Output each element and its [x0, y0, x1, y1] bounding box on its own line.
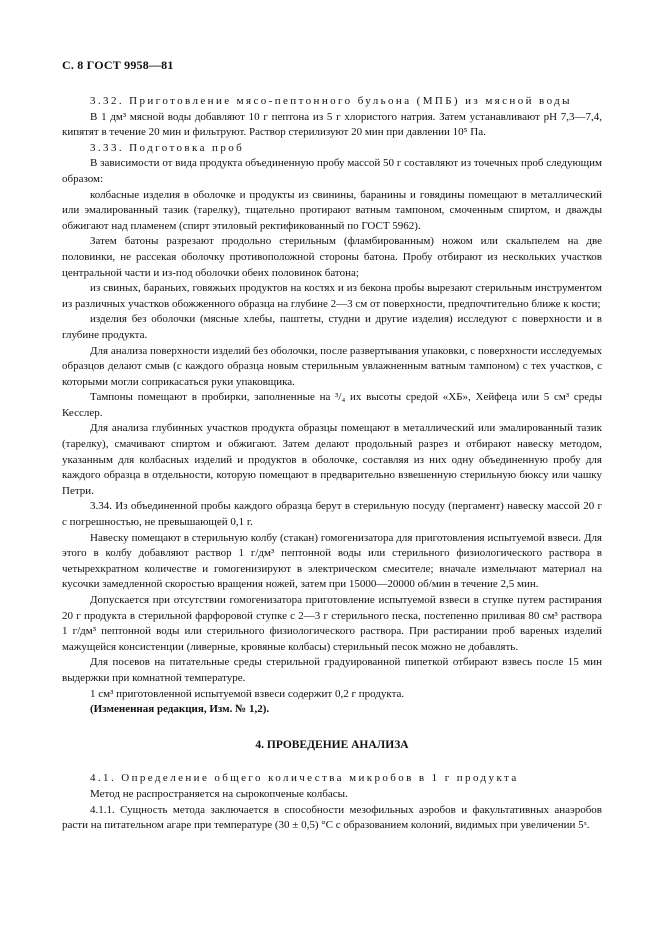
paragraph: Допускается при отсутствии гомогенизатора приготовление испытуемой взвеси в ступке путем растирания 20 г продукта в стерильной фарфоровой ступке с 2—3 г стерильного песка, постепенно приливая 80 см³ раствора 1 г/дм³ пептонной воды или стерильного физиологического раствора. При растирании проб вареных изделий мажущейся консистенции (ливерные, кровяные колбасы) стерильный песок можно не добавлять.	[62, 594, 602, 653]
paragraph: 1 см³ приготовленной испытуемой взвеси содержит 0,2 г продукта.	[90, 687, 405, 700]
paragraph: 4.1.1. Сущность метода заключается в способности мезофильных аэробов и факультативных анаэробов расти на питательном агаре при температуре (30 ± 0,5) °С с образованием колоний, видимых при увеличении 5ˣ.	[62, 803, 602, 832]
paragraph: Для посевов на питательные среды стерильной градуированной пипеткой отбирают взвесь после 15 мин выдержки при комнатной температуре.	[62, 656, 602, 684]
paragraph: 3.33. Подготовка проб	[90, 141, 245, 154]
section-title: 4. ПРОВЕДЕНИЕ АНАЛИЗА	[255, 738, 409, 751]
page-header: С. 8 ГОСТ 9958—81	[62, 58, 174, 72]
paragraph: Затем батоны разрезают продольно стерильным (фламбированным) ножом или скальпелем на две половинки, не рассекая оболочку противоположной стороны батона. Пробу отбирают из нескольких участков центральной части и из-под оболочки обеих половинок батона;	[62, 235, 602, 279]
paragraph: изделия без оболочки (мясные хлебы, паштеты, студни и другие изделия) исследуют с поверхности и в глубине продукта.	[62, 313, 602, 341]
paragraph: 4.1. Определение общего количества микробов в 1 г продукта	[90, 772, 519, 785]
paragraph: Тампоны помещают в пробирки, заполненные на ³/₄ их высоты средой «ХБ», Хейфеца или 5 см³ среды Кесслер.	[62, 391, 602, 419]
paragraph: Метод не распространяется на сырокопченые колбасы.	[90, 787, 348, 800]
paragraph: колбасные изделия в оболочке и продукты из свинины, баранины и говядины помещают в металлический или эмалированный тазик (тарелку), тщательно протирают ватным тампоном, смоченным спиртом, и дважды обжигают над пламенем (спирт этиловый ректификованный по ГОСТ 5962).	[62, 188, 602, 232]
paragraphs-before	[62, 94, 602, 718]
paragraph: Навеску помещают в стерильную колбу (стакан) гомогенизатора для приготовления испытуемой взвеси. Для этого в колбу добавляют раствор 1 г/дм³ пептонной воды или стерильного физиологического раствора в четырехкратном количестве и гомогенизируют в электрическом смесителе; вначале измельчают материал на кусочки замедленной скоростью вращения ножей, затем при 15000—20000 об/мин в течение 2,5 мин.	[62, 531, 602, 591]
paragraph: Для анализа глубинных участков продукта образцы помещают в металлический или эмалированный тазик (тарелку), смачивают спиртом и обжигают. Затем делают продольный разрез и отбирают навеску методом, указанным для колбасных изделий и продуктов в оболочке, составляя из них одну объединенную пробу для каждого образца в отдельности, которую помещают в предварительно взвешенную стерильную бюксу или чашку Петри.	[62, 422, 602, 497]
paragraph: (Измененная редакция, Изм. № 1,2).	[90, 703, 270, 716]
paragraphs-after	[62, 771, 602, 833]
paragraph: 3.34. Из объединенной пробы каждого образца берут в стерильную посуду (пергамент) навеску массой 20 г с погрешностью, не превышающей 0,1 г.	[62, 500, 602, 529]
document-body	[62, 94, 602, 834]
paragraph: В 1 дм³ мясной воды добавляют 10 г пептона из 5 г хлористого натрия. Затем устанавливают рН 7,3—7,4, кипятят в течение 20 мин и фильтруют. Раствор стерилизуют 20 мин при давлении 10⁵ Па.	[62, 110, 602, 139]
paragraph: 3.32. Приготовление мясо-пептонного бульона (МПБ) из мясной воды	[90, 95, 572, 107]
paragraph: Для анализа поверхности изделий без оболочки, после развертывания упаковки, с поверхности исследуемых образцов делают смыв (с каждого образца новым стерильным увлажненным ватным тампоном) с тех участков, с которыми могли соприкасаться руки упаковщика.	[62, 344, 602, 388]
paragraph: В зависимости от вида продукта объединенную пробу массой 50 г составляют из точечных проб следующим образом:	[62, 157, 602, 185]
paragraph: из свиных, бараньих, говяжьих продуктов на костях и из бекона пробы вырезают стерильным инструментом из различных участков обожженного образца на глубине 2—3 см от поверхности, предпочтительно ближе к кости;	[62, 282, 602, 310]
